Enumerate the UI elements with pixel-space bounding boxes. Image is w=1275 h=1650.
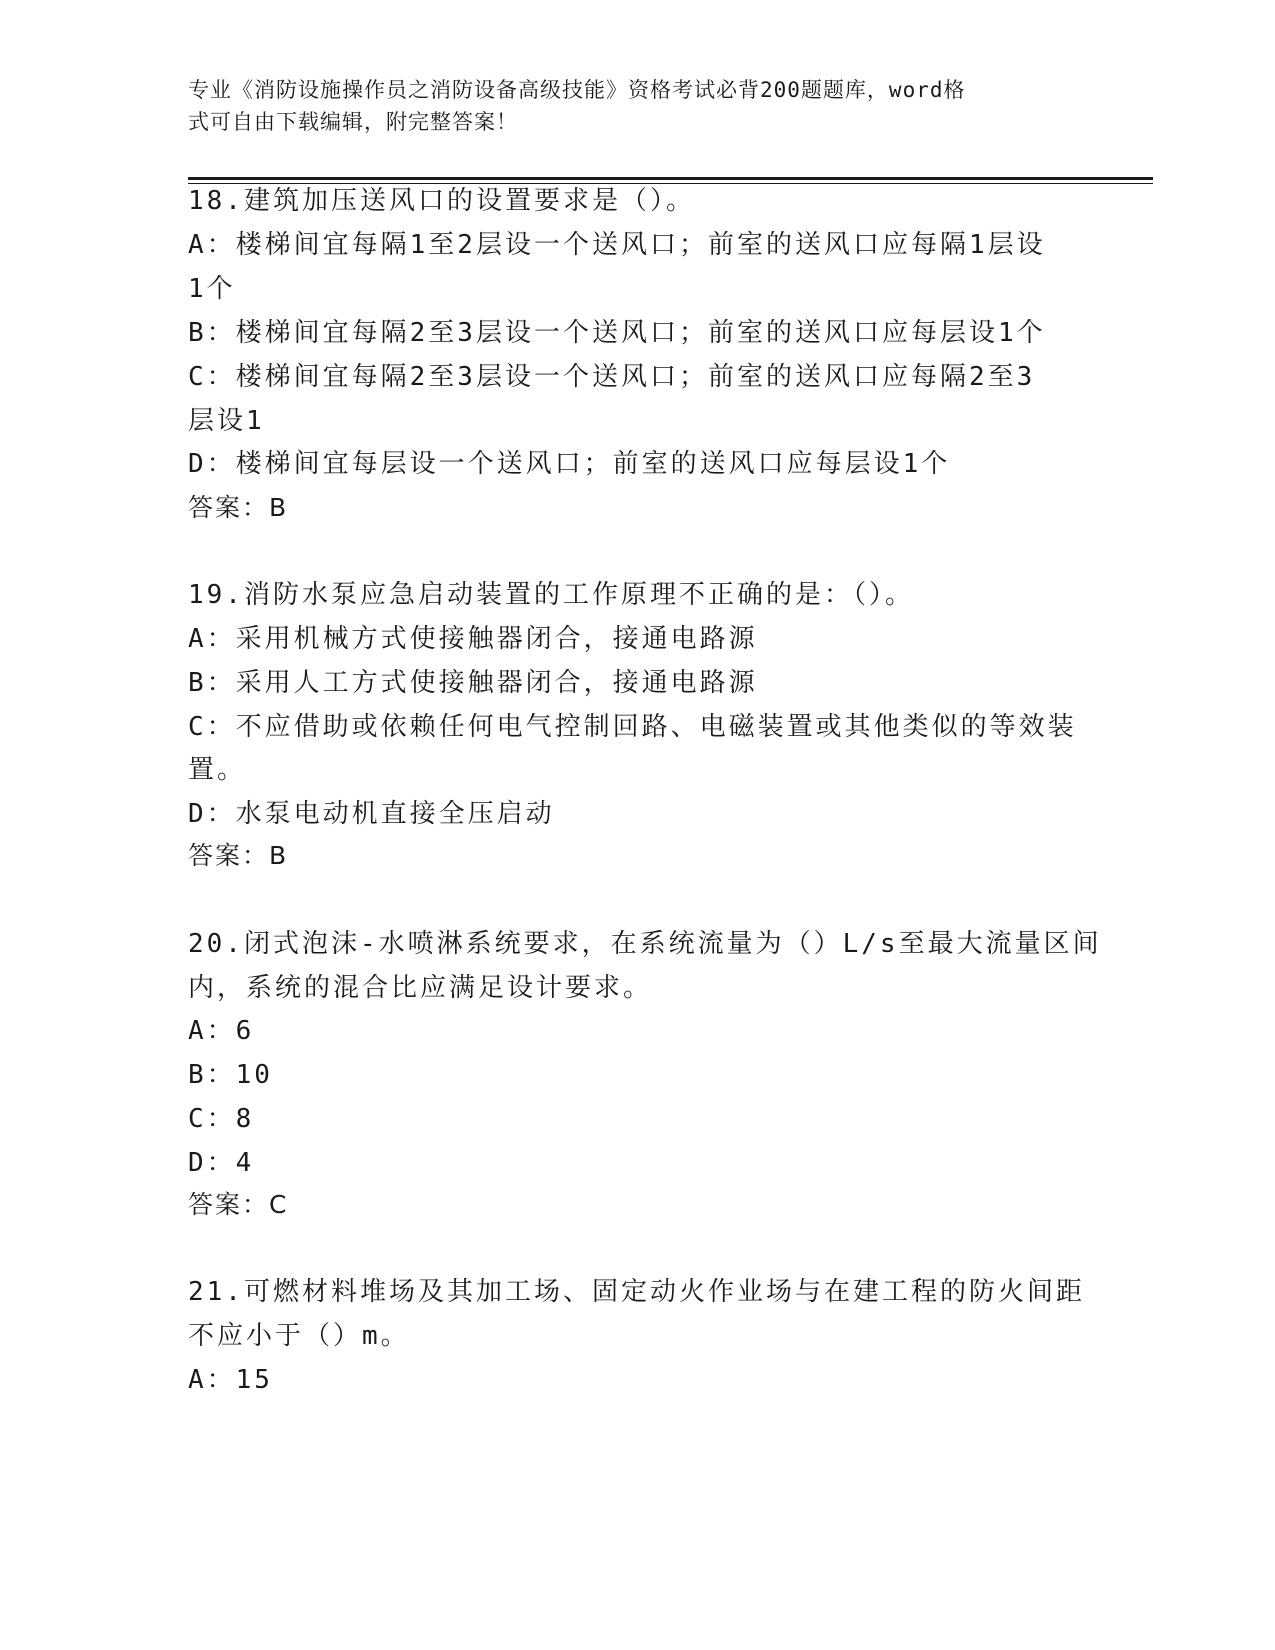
option-d: D：4	[188, 1148, 255, 1178]
option-b: B：楼梯间宜每隔2至3层设一个送风口；前室的送风口应每层设1个	[188, 318, 1046, 348]
document-header	[188, 74, 1088, 138]
option-d: D：楼梯间宜每层设一个送风口；前室的送风口应每层设1个	[188, 449, 951, 479]
question-stem: 18.建筑加压送风口的设置要求是（）。	[188, 186, 695, 216]
question-stem: 19.消防水泵应急启动装置的工作原理不正确的是：（）。	[188, 580, 914, 610]
question-stem: 20.闭式泡沫-水喷淋系统要求，在系统流量为（）L/s至最大流量区间	[188, 929, 1102, 959]
option-c-continued: 置。	[188, 755, 247, 785]
option-b: B：10	[188, 1060, 273, 1090]
option-a-continued: 1个	[188, 274, 236, 304]
option-d: D：水泵电动机直接全压启动	[188, 799, 555, 829]
option-c: C：楼梯间宜每隔2至3层设一个送风口；前室的送风口应每隔2至3	[188, 362, 1036, 392]
answer-line: 答案：C	[188, 1190, 289, 1219]
header-title-line-2: 式可自由下载编辑，附完整答案！	[188, 110, 518, 134]
option-c: C：8	[188, 1104, 255, 1134]
question-stem-continued: 内，系统的混合比应满足设计要求。	[188, 973, 653, 1003]
option-c: C：不应借助或依赖任何电气控制回路、电磁装置或其他类似的等效装	[188, 712, 1077, 742]
option-a: A：楼梯间宜每隔1至2层设一个送风口；前室的送风口应每隔1层设	[188, 230, 1046, 260]
option-a: A：6	[188, 1016, 255, 1046]
answer-line: 答案：B	[188, 493, 289, 522]
header-title-line-1: 专业《消防设施操作员之消防设备高级技能》资格考试必背200题题库，word格	[188, 78, 966, 102]
header-divider-thick	[188, 177, 1153, 180]
option-c-continued: 层设1	[188, 406, 265, 436]
option-b: B：采用人工方式使接触器闭合，接通电路源	[188, 668, 758, 698]
option-a: A：采用机械方式使接触器闭合，接通电路源	[188, 624, 758, 654]
question-stem: 21.可燃材料堆场及其加工场、固定动火作业场与在建工程的防火间距	[188, 1277, 1085, 1307]
answer-line: 答案：B	[188, 841, 289, 870]
option-a: A：15	[188, 1365, 273, 1395]
question-stem-continued: 不应小于（）m。	[188, 1321, 410, 1351]
